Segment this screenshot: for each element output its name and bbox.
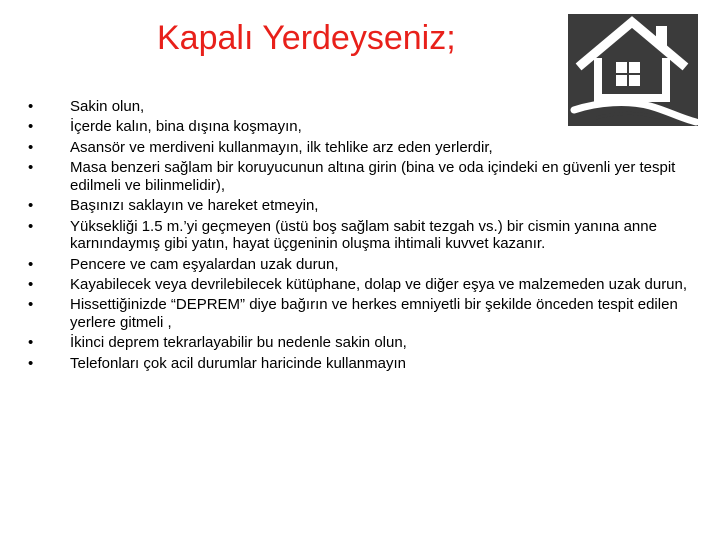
list-item [28,139,708,157]
list-item [28,355,708,373]
list-item-text: Sakin olun, [70,98,145,115]
bullet-marker: • [28,275,34,293]
list-item-text: İkinci deprem tekrarlayabilir bu nedenle sakin olun, [70,334,407,352]
bullet-list [28,98,708,375]
list-item-text: Pencere ve cam eşyalardan uzak durun, [70,255,339,273]
list-item-text: Hissettiğinizde “DEPREM” diye bağırın ve herkes emniyetli bir şekilde önceden tespit edilen yerlere gitmeli , [70,296,678,331]
list-item [28,218,708,253]
bullet-marker: • [28,217,34,235]
bullet-marker: • [28,98,34,115]
list-item-text: Masa benzeri sağlam bir koruyucunun altına girin (bina ve oda içindeki en güvenli yer tespit edilmeli ve bilinmelidir), [70,159,676,194]
bullet-marker: • [28,255,34,273]
page-title: Kapalı Yerdeyseniz; [157,19,456,57]
bullet-marker: • [28,138,34,156]
list-item [28,296,708,331]
bullet-marker: • [28,197,34,215]
list-item-text: Yüksekliği 1.5 m.’yi geçmeyen (üstü boş sağlam sabit tezgah vs.) bir cismin yanına anne karnındaymış gibi yatın, hayat üçgeninin oluşma ihtimali kuvvet kazanır. [70,217,657,253]
list-item [28,159,708,194]
bullet-marker: • [28,118,34,136]
bullet-marker: • [28,296,34,314]
list-item-text: Telefonları çok acil durumlar haricinde kullanmayın [70,354,406,372]
list-item-text: İçerde kalın, bina dışına koşmayın, [70,118,302,136]
list-item-text: Başınızı saklayın ve hareket etmeyin, [70,197,319,215]
list-item [28,197,708,215]
bullet-marker: • [28,354,34,372]
list-item-text: Kayabilecek veya devrilebilecek kütüphane, dolap ve diğer eşya ve malzemeden uzak durun, [70,275,688,293]
list-item [28,276,708,294]
bullet-marker: • [28,334,34,352]
list-item [28,334,708,352]
bullet-marker: • [28,159,34,177]
list-item [28,118,708,136]
list-item [28,98,708,116]
list-item-text: Asansör ve merdiveni kullanmayın, ilk tehlike arz eden yerlerdir, [70,138,493,156]
list-item [28,256,708,274]
